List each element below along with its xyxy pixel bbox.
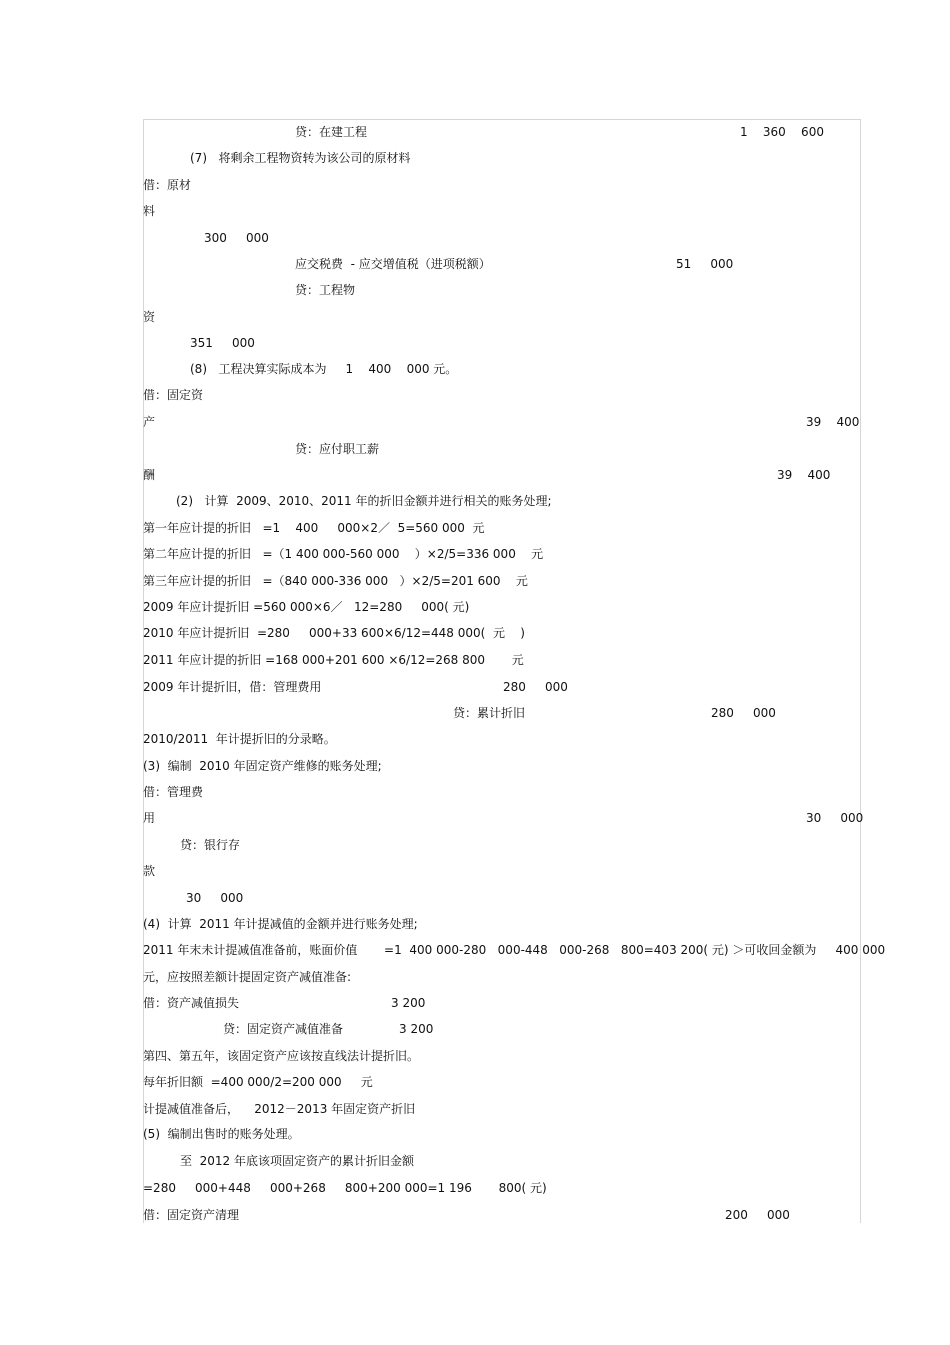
text-line: 贷：工程物: [295, 283, 356, 297]
amount: 300 000: [204, 231, 269, 245]
text-line: 2011 年应计提的折旧 =168 000+201 600 ×6/12=268 800 元: [143, 653, 524, 667]
text-line: 2009 年计提折旧，借：管理费用: [143, 680, 322, 694]
text-line: 第一年应计提的折旧 =1 400 000×2／ 5=560 000 元: [143, 521, 485, 535]
text-line: 产: [143, 415, 156, 429]
text-line: 元，应按照差额计提固定资产减值准备:: [143, 970, 352, 984]
text-line: 第四、第五年，该固定资产应该按直线法计提折旧。: [143, 1049, 420, 1063]
amount: 200 000: [725, 1208, 790, 1222]
text-line: 借：原材: [143, 178, 192, 192]
amount: 3 200: [391, 996, 426, 1010]
text-line: 料: [143, 204, 156, 218]
text-line: (2) 计算 2009、2010、2011 年的折旧金额并进行相关的账务处理;: [176, 494, 552, 508]
text-line: 用: [143, 811, 156, 825]
amount: 3 200: [399, 1022, 434, 1036]
text-line: (5) 编制出售时的账务处理。: [143, 1127, 300, 1141]
text-line: (8) 工程决算实际成本为 1 400 000 元。: [190, 362, 458, 376]
amount: 280 000: [503, 680, 568, 694]
text-line: 贷：应付职工薪: [295, 442, 380, 456]
text-line: 借：管理费: [143, 785, 204, 799]
text-line: 第三年应计提的折旧 =（840 000-336 000 ）×2/5=201 600 元: [143, 574, 528, 588]
text-line: 借：固定资产清理: [143, 1208, 240, 1222]
text-line: 至 2012 年底该项固定资产的累计折旧金额: [180, 1154, 414, 1168]
text-line: 贷：银行存: [180, 838, 241, 852]
amount: 30 000: [186, 891, 244, 905]
page-right-border: [860, 119, 861, 1223]
text-line: 款: [143, 864, 156, 878]
amount: 351 000: [190, 336, 255, 350]
amount: 280 000: [711, 706, 776, 720]
text-line: =280 000+448 000+268 800+200 000=1 196 800( 元): [143, 1181, 547, 1195]
amount: 51 000: [676, 257, 734, 271]
text-line: 资: [143, 310, 156, 324]
text-line: 每年折旧额 =400 000/2=200 000 元: [143, 1075, 373, 1089]
text-line: 借：固定资: [143, 388, 204, 402]
amount: 1 360 600: [740, 125, 824, 139]
text-line: 应交税费 - 应交增值税（进项税额）: [295, 257, 491, 271]
text-line: (7) 将剩余工程物资转为该公司的原材料: [190, 151, 411, 165]
text-line: 贷：在建工程: [295, 125, 368, 139]
amount: 30 000: [806, 811, 864, 825]
text-line: 借：资产减值损失: [143, 996, 240, 1010]
text-line: 2010 年应计提折旧 =280 000+33 600×6/12=448 000( 元 ): [143, 626, 525, 640]
text-line: 2010/2011 年计提折旧的分录略。: [143, 732, 336, 746]
text-line: 贷：累计折旧: [453, 706, 526, 720]
amount: 39 400: [806, 415, 860, 429]
page-top-border: [143, 119, 861, 120]
text-line: (4) 计算 2011 年计提减值的金额并进行账务处理;: [143, 917, 418, 931]
amount: 39 400: [777, 468, 831, 482]
text-line: 2011 年末未计提减值准备前，账面价值 =1 400 000-280 000-448 000-268 800=403 200( 元) ＞可收回金额为 400 000: [143, 943, 886, 957]
text-line: 酬: [143, 468, 156, 482]
text-line: (3) 编制 2010 年固定资产维修的账务处理;: [143, 759, 382, 773]
text-line: 计提减值准备后， 2012－2013 年固定资产折旧: [143, 1102, 416, 1116]
text-line: 2009 年应计提折旧 =560 000×6／ 12=280 000( 元): [143, 600, 470, 614]
text-line: 贷：固定资产减值准备: [223, 1022, 344, 1036]
text-line: 第二年应计提的折旧 =（1 400 000-560 000 ）×2/5=336 000 元: [143, 547, 544, 561]
